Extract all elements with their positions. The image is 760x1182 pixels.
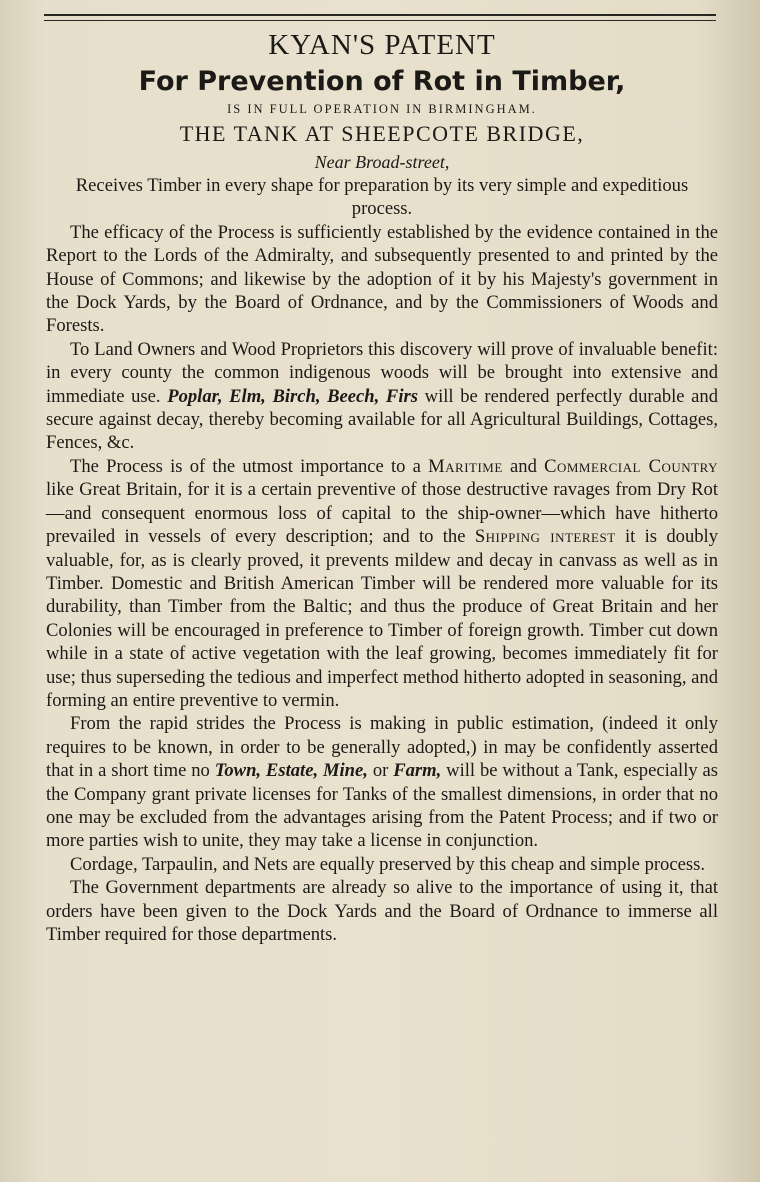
p2-wood-types: Poplar, Elm, Birch, Beech, Firs [167, 385, 418, 407]
paragraph-efficacy: The efficacy of the Process is sufficiently established by the evidence contained in the Report to the Lords of the Admiralty, and subsequently presented to and printed by the House of Commons; and likewise by the adoption of it by his Majesty's government in the Dock Yards, by the Board of Ordnance, and by the Commissioners of Woods and Forests. [46, 221, 718, 337]
p3-maritime: Maritime [428, 455, 503, 477]
p4-text-b: or [372, 760, 389, 782]
p2-text-b: will be rendered perfectly durable and secure against decay, thereby becoming available for all Agricultural Buildings, Cottages, Fences, &c. [46, 385, 719, 454]
paragraph-cordage: Cordage, Tarpaulin, and Nets are equally preserved by this cheap and simple process. [70, 853, 705, 875]
paragraph-maritime [46, 455, 718, 712]
p2-text-a: To Land Owners and Wood Proprietors this discovery will prove of invaluable benefit: in every county the common indigenous woods will be brought into extensive and immediate use. [46, 338, 718, 407]
paragraph-rapid-strides [46, 712, 718, 852]
p4-text-c: will be without a Tank, especially as the Company grant private licenses for Tanks of the smallest dimensions, in order that no one may be excluded from the advantages arising from the Patent Process; and if two or more parties wish to unite, they may take a license in conjunction. [46, 760, 719, 852]
p3-text-d: it is doubly valuable, for, as is clearly proved, it prevents mildew and decay in canvass as well as in Timber. Domestic and British American Timber will be rendered more valuable for its durability, than Timber from the Baltic; and thus the produce of Great Britain and her Colonies will be encouraged in preference to Timber of foreign growth. Timber cut down while in a state of active vegetation with the leaf growing, becomes immediately fit for use; thus superseding the tedious and imperfect method hitherto adopted in seasoning, and forming an entire preventive to vermin. [46, 526, 718, 711]
top-rule [44, 14, 716, 16]
near-street: Near Broad-street, [314, 152, 450, 172]
paragraph-government: The Government departments are already so alive to the importance of using it, that orders have been given to the Dock Yards and the Board of Ordnance to immerse all Timber required for those departments. [46, 877, 718, 945]
p4-places-1: Town, Estate, Mine, [214, 760, 368, 782]
ad-subtitle: For Prevention of Rot in Timber, [138, 66, 626, 97]
ad-title: KYAN'S PATENT [268, 29, 496, 61]
p4-text-a: From the rapid strides the Process is making in public estimation, (indeed it only requires to be known, in order to be generally adopted,) in may be confidently asserted that in a short time no [46, 713, 718, 782]
receives-paragraph: Receives Timber in every shape for preparation by its very simple and expeditious process. [75, 175, 689, 220]
p3-commercial-country: Commercial Country [544, 455, 718, 477]
top-rule-thin [44, 20, 716, 21]
p3-text-b: and [510, 455, 537, 477]
operation-line: IS IN FULL OPERATION IN BIRMINGHAM. [227, 102, 537, 116]
p3-shipping-interest: Shipping interest [474, 526, 616, 548]
tank-location: THE TANK AT SHEEPCOTE BRIDGE, [179, 121, 585, 146]
paragraph-land-owners [46, 338, 718, 455]
p3-text-a: The Process is of the utmost importance to a [70, 455, 421, 477]
p4-places-2: Farm, [393, 760, 442, 782]
p3-text-c: like Great Britain, for it is a certain preventive of those destructive ravages from Dry Rot—and consequent enormous loss of capital to the ship-owner—which have hitherto prevailed in vessels of every description; and to the [46, 479, 718, 548]
advertisement [46, 26, 718, 946]
